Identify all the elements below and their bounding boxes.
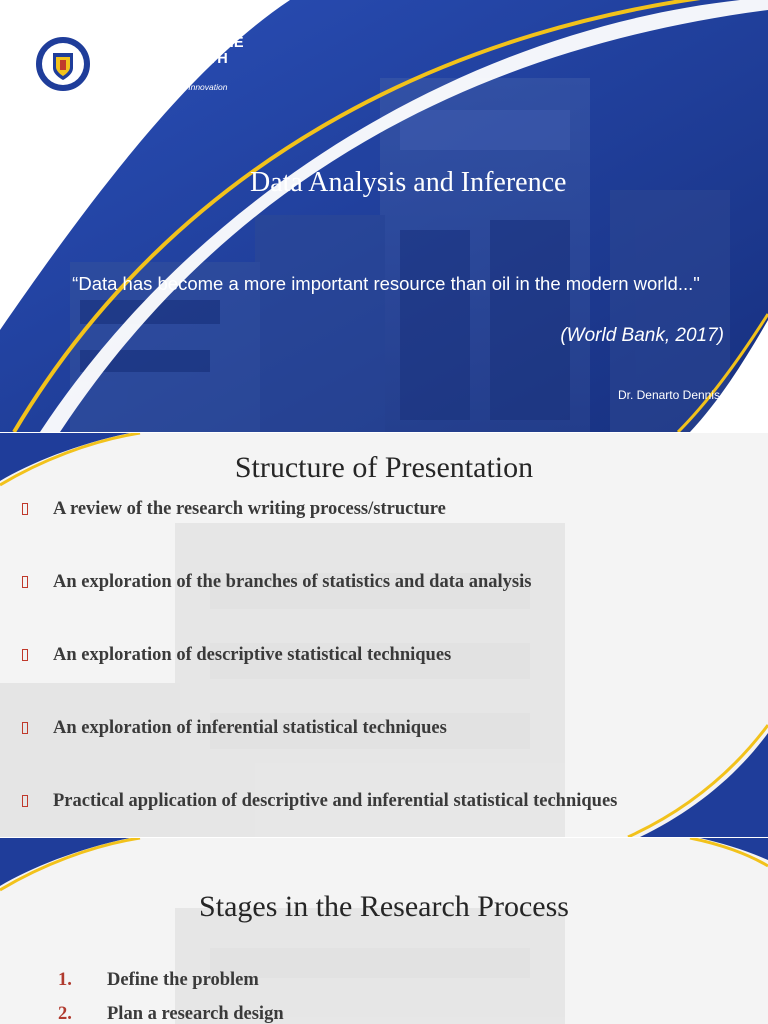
slide-decoration xyxy=(0,838,768,1024)
university-name-line: CARIBBEAN xyxy=(98,66,186,82)
bullet-icon xyxy=(22,722,28,734)
step-text: Define the problem xyxy=(107,970,259,990)
slide-decoration xyxy=(0,433,768,837)
university-seal-logo xyxy=(34,35,92,93)
slide-title: Data Analysis and Inference xyxy=(250,167,567,198)
bullet-text: An exploration of the branches of statistics and data analysis xyxy=(53,572,532,592)
presenter-name: Dr. Denarto Dennis xyxy=(617,388,720,402)
bullet-icon xyxy=(22,795,28,807)
university-name xyxy=(98,36,244,83)
structure-slide xyxy=(0,433,768,837)
bullet-icon xyxy=(22,576,28,588)
bullet-text: An exploration of inferential statistical techniques xyxy=(53,718,447,738)
quote-citation: (World Bank, 2017) xyxy=(560,325,724,346)
step-number: 1. xyxy=(58,970,72,990)
bullet-icon xyxy=(22,503,28,515)
university-name-line: UNIVERSITY OF THE xyxy=(98,35,244,51)
slide-title: Structure of Presentation xyxy=(234,451,534,484)
slide-title: Stages in the Research Process xyxy=(199,890,569,923)
research-process-slide xyxy=(0,838,768,1024)
university-name-line: COMMONWEALTH xyxy=(98,50,228,67)
university-tagline: Fostering Leadership & Innovation xyxy=(98,82,228,92)
step-text: Plan a research design xyxy=(107,1004,284,1024)
step-number: 2. xyxy=(58,1004,72,1024)
logo-divider xyxy=(92,37,94,93)
bullet-icon xyxy=(22,649,28,661)
bullet-text: An exploration of descriptive statistical techniques xyxy=(53,645,452,665)
bullet-text: Practical application of descriptive and inferential statistical techniques xyxy=(53,791,618,811)
quote-text: “Data has become a more important resource than oil in the modern world..." xyxy=(72,273,700,294)
bullet-text: A review of the research writing process/structure xyxy=(53,499,446,519)
title-slide xyxy=(0,0,768,432)
